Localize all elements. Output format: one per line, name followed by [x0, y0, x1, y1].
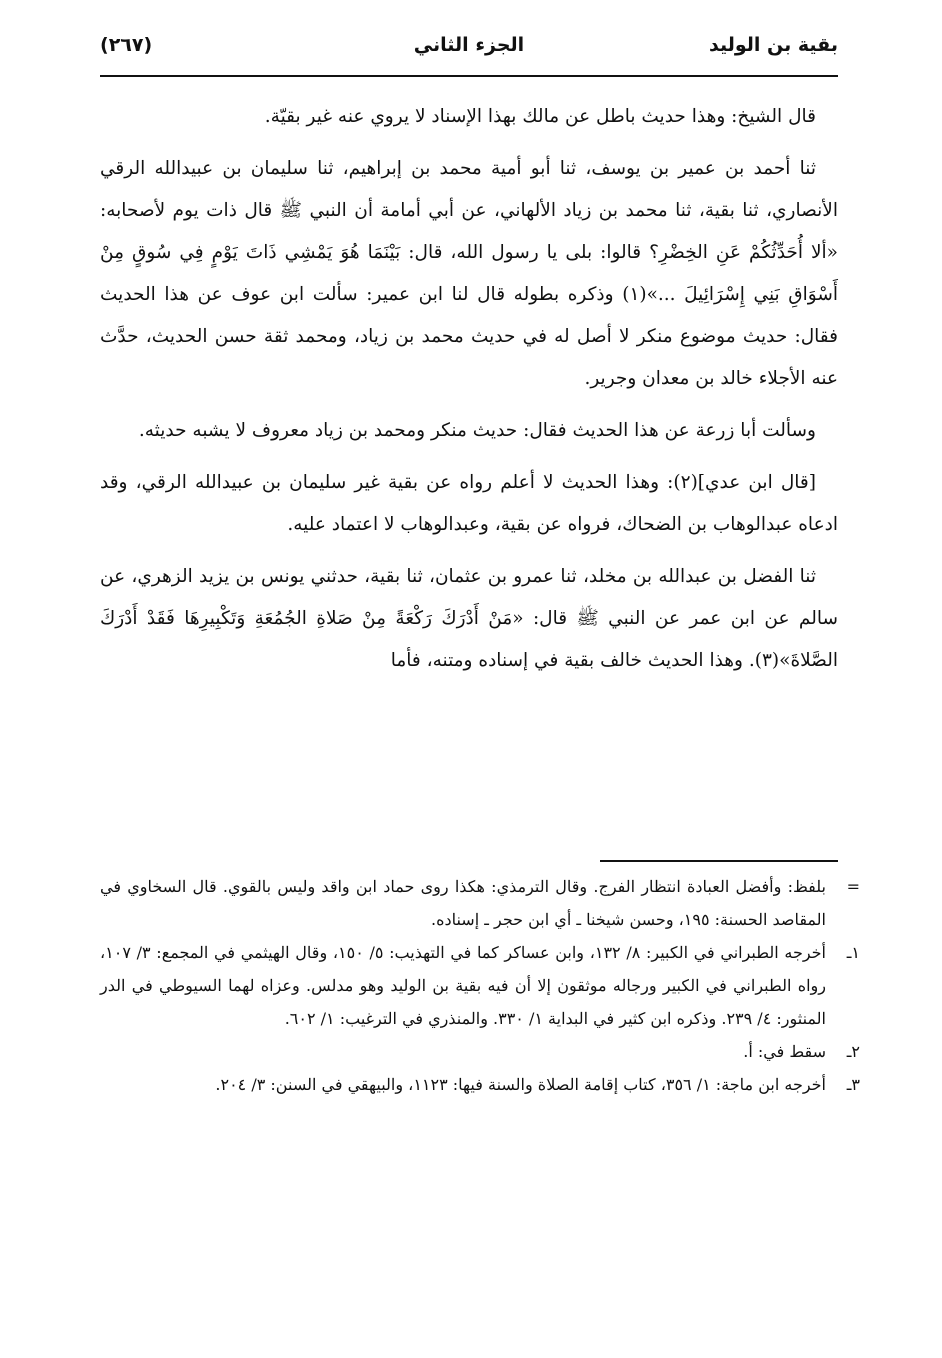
main-text: [100, 96, 838, 692]
footnote-marker: ١ـ: [846, 943, 860, 962]
running-title: بقية بن الوليد: [709, 34, 838, 56]
volume-title: الجزء الثاني: [413, 34, 525, 56]
paragraph: ثنا أحمد بن عمير بن يوسف، ثنا أبو أمية محمد بن إبراهيم، ثنا سليمان بن عبيدالله الرقي الأنصاري، ثنا بقية، ثنا محمد بن زياد الألهاني، عن أبي أمامة أن النبي ﷺ قال ذات يوم لأصحابه: «ألا أُحَدِّثُكُمْ عَنِ الخِضْرِ؟ قالوا: بلى يا رسول الله، قال: بَيْنَمَا هُوَ يَمْشِي ذَاتَ يَوْمٍ فِي سُوقٍ مِنْ أَسْوَاقِ بَنِي إِسْرَائِيلَ ...»(١) وذكره بطوله قال لنا ابن عمير: سألت ابن عوف عن هذا الحديث فقال: حديث موضوع منكر لا أصل له في حديث محمد بن زياد، ومحمد ثقة حسن الحديث، حدَّث عنه الأجلاء خالد بن معدان وجرير.: [100, 158, 838, 389]
footnote: [100, 1068, 860, 1101]
header-divider: [100, 75, 838, 77]
paragraph: ثنا الفضل بن عبدالله بن مخلد، ثنا عمرو بن عثمان، ثنا بقية، حدثني يونس بن يزيد الزهري، عن سالم عن ابن عمر عن النبي ﷺ قال: «مَنْ أَدْرَكَ رَكْعَةً مِنْ صَلاةِ الجُمُعَةِ وَتَكْبِيرِهَا فَقَدْ أَدْرَكَ الصَّلاةَ»(٣). وهذا الحديث خالف بقية في إسناده ومتنه، فأما: [100, 566, 838, 671]
footnote-marker: ٣ـ: [846, 1075, 860, 1094]
paragraph: وسألت أبا زرعة عن هذا الحديث فقال: حديث منكر ومحمد بن زياد معروف لا يشبه حديثه.: [138, 420, 816, 441]
page-header: [100, 28, 838, 76]
page-number: (٢٦٧): [100, 34, 153, 56]
footnote-marker: =: [846, 877, 860, 896]
footnote: [100, 1035, 860, 1068]
paragraph: [قال ابن عدي](٢): وهذا الحديث لا أعلم رواه عن بقية غير سليمان بن عبيدالله الرقي، وقد ادعاه عبدالوهاب بن الضحاك، فرواه عن بقية، وعبدالوهاب لا اعتماد عليه.: [100, 472, 838, 535]
footnotes: [100, 870, 860, 1101]
footnote: [100, 936, 860, 1035]
paragraph: قال الشيخ: وهذا حديث باطل عن مالك بهذا الإسناد لا يروي عنه غير بقيّة.: [264, 106, 816, 127]
footnote-divider: [600, 860, 838, 862]
footnote-marker: ٢ـ: [846, 1042, 860, 1061]
footnote-text: سقط في: أ.: [743, 1042, 826, 1061]
footnote-text: أخرجه ابن ماجة: ١/ ٣٥٦، كتاب إقامة الصلاة والسنة فيها: ١١٢٣، والبيهقي في السنن: ٣/ ٢٠٤.: [215, 1075, 826, 1094]
footnote: [100, 870, 860, 936]
footnote-text: أخرجه الطبراني في الكبير: ٨/ ١٣٢، وابن عساكر كما في التهذيب: ٥/ ١٥٠، وقال الهيثمي في المجمع: ٣/ ١٠٧، رواه الطبراني في الكبير ورجاله موثقون إلا أن فيه بقية بن الوليد وهو مدلس. وعزاه لهما السيوطي في الدر المنثور: ٤/ ٢٣٩. وذكره ابن كثير في البداية ١/ ٣٣٠. والمنذري في الترغيب: ١/ ٦٠٢.: [100, 943, 827, 1028]
footnote-text: بلفظ: وأفضل العبادة انتظار الفرج. وقال الترمذي: هكذا روى حماد ابن واقد وليس بالقوي. قال السخاوي في المقاصد الحسنة: ١٩٥، وحسن شيخنا ـ أي ابن حجر ـ إسناده.: [100, 877, 826, 929]
